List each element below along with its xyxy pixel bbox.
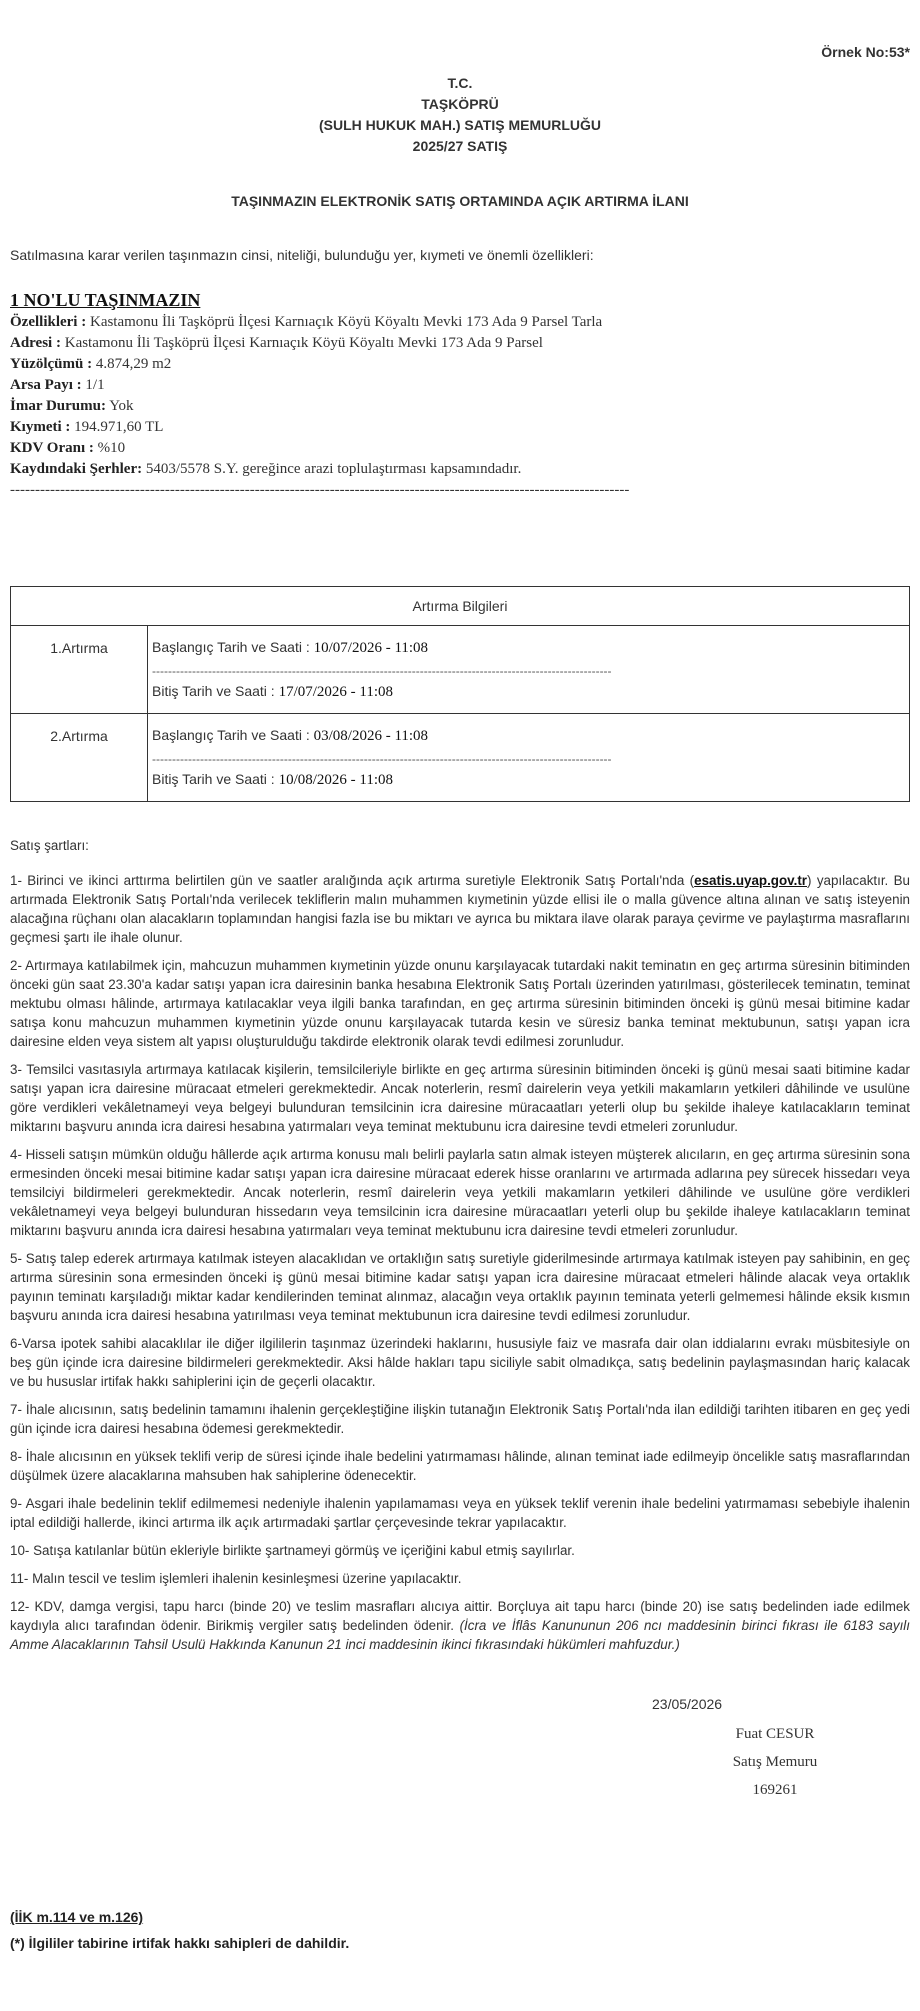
term-11: 11- Malın tescil ve teslim işlemleri ihalenin kesinleşmesi üzerine yapılacaktır.	[10, 1571, 462, 1586]
signer-name: Fuat CESUR	[735, 1726, 815, 1742]
term-12: 12- KDV, damga vergisi, tapu harcı (binde 20) ve teslim masrafları alıcıya aittir. Borçluya ait tapu harcı (binde 20) ise satış bedelinden iade edilmek kaydıyla alıcı tarafından ödenir. Birikmiş vergiler satış bedelinden ödenir. (İcra ve İflâs Kanununun 206 ncı maddesinin birinci fıkrası ile 6183 sayılı Amme Alacaklarının Tahsil Usulü Hakkında Kanunun 21 inci maddesinin ikinci fıkrasındaki hükümleri mahfuzdur.)	[10, 1599, 910, 1652]
footnote: (*) İlgililer tabirine irtifak hakkı sahipleri de dahildir.	[10, 1935, 350, 1951]
header-line-city: TAŞKÖPRÜ	[421, 96, 499, 112]
auction-end: Bitiş Tarih ve Saati : 10/08/2026 - 11:08	[152, 771, 394, 788]
property-field-address: Adresi : Kastamonu İli Taşköprü İlçesi Karnıaçık Köyü Köyaltı Mevki 173 Ada 9 Parsel	[10, 335, 543, 351]
auction-row-label: 1.Artırma	[11, 626, 148, 714]
property-field-area: Yüzölçümü : 4.874,29 m2	[10, 356, 172, 372]
property-section	[10, 288, 629, 501]
signature-date: 23/05/2026	[652, 1696, 723, 1712]
law-reference: (İİK m.114 ve m.126)	[10, 1909, 144, 1925]
term-6: 6-Varsa ipotek sahibi alacaklılar ile diğer ilgililerin taşınmaz üzerindeki haklarını, hususiyle faiz ve masrafa dair olan iddialarını evrakı müsbitesiyle on beş gün içinde icra dairesine bildirmeleri gerekmektedir. Aksi hâlde hakları tapu siciliyle sabit olmadıkça, satış bedelinin paylaşmasından hariç kalacak ve bu hususlar irtifak hakkı sahiplerini için de geçerli olacaktır.	[10, 1336, 910, 1389]
term-7: 7- İhale alıcısının, satış bedelinin tamamını ihalenin gerçekleştiğine ilişkin tutanağın Elektronik Satış Portalı'nda ilan edildiği tarihten itibaren en geç yedi gün içinde icra dairesi hesabına ödemesi gerekmektedir.	[10, 1402, 910, 1436]
property-title: 1 NO'LU TAŞINMAZIN	[10, 290, 201, 310]
property-field-features: Özellikleri : Kastamonu İli Taşköprü İlçesi Karnıaçık Köyü Köyaltı Mevki 173 Ada 9 Parsel Tarla	[10, 314, 603, 330]
term-5: 5- Satış talep ederek artırmaya katılmak isteyen alacaklıdan ve ortaklığın satış suretiyle giderilmesinde artırmaya katılmak isteyen pay sahibinin, en geç artırma süresinin sona ermesinden önceki iş günü mesai bitimine kadar satışı yapan icra dairesine müracaat etmeleri hâlinde alacak veya ortaklık payının teminatı karşıladığı miktar kadar kendilerinden teminat alınmaz, alacağın veya ortaklık payının teminata yeterli gelmemesi hâlinde eksik kısmın başvuru anında icra dairesi hesabına yatırılması veya teminat mektubunun icra dairesine tevdi edilmesi zorunludur.	[10, 1251, 910, 1323]
auction-table-header: Artırma Bilgileri	[11, 587, 910, 626]
property-field-value: Kıymeti : 194.971,60 TL	[10, 419, 164, 435]
term-10: 10- Satışa katılanlar bütün ekleriyle birlikte şartnameyi görmüş ve içeriğini kabul etmiş sayılırlar.	[10, 1543, 575, 1558]
signature-block	[690, 1720, 860, 1804]
property-field-annotations: Kaydındaki Şerhler: 5403/5578 S.Y. gereğince arazi toplulaştırması kapsamındadır.	[10, 461, 522, 477]
signer-number: 169261	[752, 1782, 798, 1798]
auction-row-label: 2.Artırma	[11, 714, 148, 802]
term-4: 4- Hisseli satışın mümkün olduğu hâllerde açık artırma konusu malı belirli paylarla satın almak isteyen müşterek alıcıların, en geç artırma süresinin sona ermesinden önceki mesai bitimine kadar satışı yapan icra dairesine müracaat ederek hisse oranlarını ve artırmada adlarına pey sürecek hissedarı veya temsilciyi bildirmeleri gerekmektedir. Ancak noterlerin, resmî dairelerin veya yetkili makamların yetkileri dâhilinde ve usulüne göre verdikleri vekâletnameyi veya belgeyi bulunduran hissedarın veya temsilcinin icra dairesine müracaatları yeterli olup bu şekilde ihaleye katılacakların teminat miktarını başvuru anında icra dairesi hesabına yatırmaları veya teminat mektubunu icra dairesine tevdi etmeleri zorunludur.	[10, 1147, 910, 1238]
term-3: 3- Temsilci vasıtasıyla artırmaya katılacak kişilerin, temsilcileriyle birlikte en geç artırma süresinin bitiminden önceki iş günü mesai saati bitimine kadar satışı yapan icra dairesine müracaat etmeleri gerekmektedir. Ancak noterlerin, resmî dairelerin veya yetkili makamların yetkileri dâhilinde ve usulüne göre verdikleri vekâletnameyi veya belgeyi bulunduran temsilcinin icra dairesine müracaatları yeterli olup bu şekilde ihaleye katılacakların teminat miktarını başvuru anında icra dairesi hesabına yatırmaları veya teminat mektubunu icra dairesine tevdi etmeleri zorunludur.	[10, 1062, 910, 1134]
property-field-zoning: İmar Durumu: Yok	[10, 398, 134, 414]
intro-text: Satılmasına karar verilen taşınmazın cinsi, niteliği, bulunduğu yer, kıymeti ve önemli özellikleri:	[10, 247, 594, 263]
term-2: 2- Artırmaya katılabilmek için, mahcuzun muhammen kıymetinin yüzde onunu karşılayacak tutardaki nakit teminatın en geç artırma süresinin bitiminden önceki gün saat 23.30'a kadar satışı yapan icra dairesinin banka hesabına Elektronik Satış Portalı üzerinden yatırılması, gösterilecek teminatın, teminat mektubu olması hâlinde, artırmaya katılacaklar veya ilgili banka tarafından, en geç artırma süresinin bitiminden önceki iş günü mesai bitimine kadar satışa konu mahcuzun muhammen kıymetinin yüzde onunu karşılayacak tutarda kesin ve süresiz banka teminat mektubunun, satışı yapan icra dairesine elden veya sistem alt yapısı oluşturulduğu takdirde elektronik olarak tevdi edilmesi zorunludur.	[10, 958, 910, 1049]
header-line-office: (SULH HUKUK MAH.) SATIŞ MEMURLUĞU	[318, 117, 602, 133]
property-field-vat: KDV Oranı : %10	[10, 440, 126, 456]
header-line-tc: T.C.	[447, 75, 473, 91]
esatis-portal-link[interactable]: esatis.uyap.gov.tr	[694, 873, 808, 888]
term-9: 9- Asgari ihale bedelinin teklif edilmemesi nedeniyle ihalenin yapılamaması veya en yüksek teklif verenin ihale bedelini yatırmaması sebebiyle ihalenin iptal edildiği hallerde, ikinci artırma ilk açık artırmadaki şartlar çerçevesinde tekrar yapılacaktır.	[10, 1496, 910, 1530]
auction-dash-line: -------------------------------------------------------------------------------------------------------------------	[152, 752, 612, 766]
auction-row-1	[11, 626, 910, 714]
document-header	[10, 73, 910, 157]
auction-start: Başlangıç Tarih ve Saati : 10/07/2026 - 11:08	[152, 639, 429, 656]
term-8: 8- İhale alıcısının en yüksek teklifi verip de süresi içinde ihale bedelini yatırmaması hâlinde, alınan teminat iade edilmeyip öncelikle satış masraflarından düşülmek üzere alacaklarına mahsuben hak sahiplerine ödenecektir.	[10, 1449, 910, 1483]
signer-title: Satış Memuru	[732, 1754, 818, 1770]
announcement-title: TAŞINMAZIN ELEKTRONİK SATIŞ ORTAMINDA AÇIK ARTIRMA İLANI	[231, 193, 689, 209]
auction-info-table	[10, 586, 910, 802]
auction-dash-line: -------------------------------------------------------------------------------------------------------------------	[152, 664, 612, 678]
property-field-share: Arsa Payı : 1/1	[10, 377, 105, 393]
terms-heading: Satış şartları:	[10, 838, 89, 853]
auction-start: Başlangıç Tarih ve Saati : 03/08/2026 - 11:08	[152, 727, 429, 744]
term-1: 1- Birinci ve ikinci arttırma belirtilen gün ve saatler aralığında açık artırma suretiyle Elektronik Satış Portalı'nda (esatis.uyap.gov.tr) yapılacaktır. Bu artırmada Elektronik Satış Portalı'nda verilecek tekliflerin malın muhammen kıymetinin yüzde ellisi ile o malla güvence altına alınan ve satış isteyenin alacağına rüçhanı olan alacakların toplamından hangisi fazla ise bu miktarı ve ayrıca bu miktara ilave olarak paraya çevirme ve paylaştırma masraflarını geçmesi şartı ile ihale olunur.	[10, 873, 910, 945]
property-separator: ----------------------------------------------------------------------------------------------------------------------------	[10, 482, 630, 498]
auction-end: Bitiş Tarih ve Saati : 17/07/2026 - 11:08	[152, 683, 394, 700]
header-line-file-no: 2025/27 SATIŞ	[412, 138, 508, 154]
auction-row-2	[11, 714, 910, 802]
sale-terms	[10, 836, 910, 1663]
sample-number: Örnek No:53*	[821, 44, 910, 60]
